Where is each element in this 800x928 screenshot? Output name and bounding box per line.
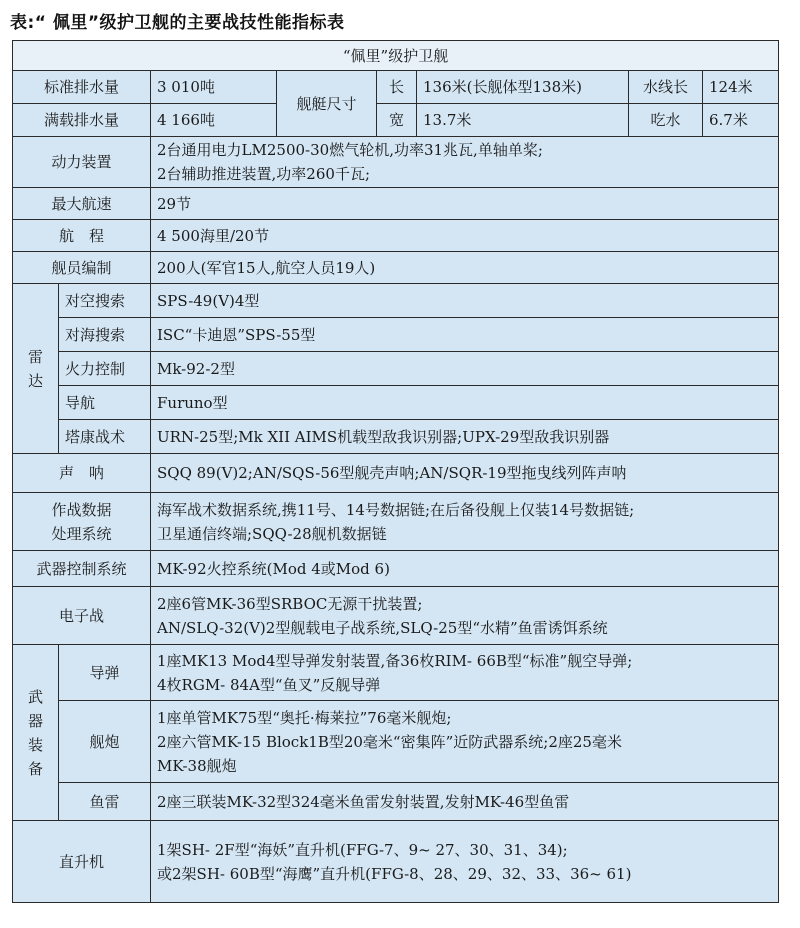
torpedo-label: 鱼雷 bbox=[59, 783, 151, 821]
gun-label: 舰炮 bbox=[59, 701, 151, 783]
propulsion-line: 2台通用电力LM2500-30燃气轮机,功率31兆瓦,单轴单桨; bbox=[157, 141, 543, 159]
radar-surface-search-value: ISC“卡迪恩”SPS-55型 bbox=[151, 318, 779, 352]
combat-data-label bbox=[13, 493, 151, 551]
table-row bbox=[13, 104, 779, 137]
table-row bbox=[13, 493, 779, 551]
radar-surface-search-label: 对海搜索 bbox=[59, 318, 151, 352]
table-row bbox=[13, 551, 779, 587]
length-value: 136米(长舰体型138米) bbox=[417, 71, 629, 104]
waterline-value: 124米 bbox=[703, 71, 779, 104]
torpedo-value: 2座三联装MK-32型324毫米鱼雷发射装置,发射MK-46型鱼雷 bbox=[151, 783, 779, 821]
combat-data-line: 海军战术数据系统,携11号、14号数据链;在后备役舰上仅装14号数据链; bbox=[157, 500, 635, 519]
table-row bbox=[13, 318, 779, 352]
propulsion-value bbox=[151, 137, 779, 188]
table-row bbox=[13, 420, 779, 454]
ew-line: AN/SLQ-32(V)2型舰载电子战系统,SLQ-25型“水精”鱼雷诱饵系统 bbox=[157, 618, 608, 637]
full-displacement-value: 4 166吨 bbox=[151, 104, 277, 137]
ew-label: 电子战 bbox=[13, 587, 151, 645]
table-row bbox=[13, 587, 779, 645]
gun-line: MK-38舰炮 bbox=[157, 756, 237, 775]
weapons-group-char: 装 bbox=[27, 735, 43, 754]
radar-navigation-value: Furuno型 bbox=[151, 386, 779, 420]
table-row bbox=[13, 454, 779, 493]
combat-data-label-line: 处理系统 bbox=[51, 524, 112, 543]
combat-data-line: 卫星通信终端;SQQ-28舰机数据链 bbox=[157, 524, 387, 543]
table-row bbox=[13, 252, 779, 284]
radar-tacan-value: URN-25型;Mk XII AIMS机载型敌我识别器;UPX-29型敌我识别器 bbox=[151, 420, 779, 454]
table-header: “佩里”级护卫舰 bbox=[13, 41, 779, 71]
beam-value: 13.7米 bbox=[417, 104, 629, 137]
helicopter-label: 直升机 bbox=[13, 821, 151, 903]
radar-group-char: 达 bbox=[27, 371, 43, 390]
table-caption: 表:“ 佩里”级护卫舰的主要战技性能指标表 bbox=[10, 13, 345, 33]
missile-value bbox=[151, 645, 779, 701]
table-row bbox=[13, 352, 779, 386]
max-speed-value: 29节 bbox=[151, 188, 779, 220]
missile-line: 1座MK13 Mod4型导弹发射装置,备36枚RIM- 66B型“标准”舰空导弹; bbox=[157, 651, 633, 670]
std-displacement-value: 3 010吨 bbox=[151, 71, 277, 104]
sonar-value: SQQ 89(V)2;AN/SQS-56型舰壳声呐;AN/SQR-19型拖曳线列阵声呐 bbox=[151, 454, 779, 493]
propulsion-label: 动力装置 bbox=[13, 137, 151, 188]
range-value: 4 500海里/20节 bbox=[151, 220, 779, 252]
table-row bbox=[13, 386, 779, 420]
radar-navigation-label: 导航 bbox=[59, 386, 151, 420]
table-row bbox=[13, 701, 779, 783]
radar-fire-control-value: Mk-92-2型 bbox=[151, 352, 779, 386]
missile-line: 4枚RGM- 84A型“鱼叉”反舰导弹 bbox=[157, 675, 381, 694]
radar-fire-control-label: 火力控制 bbox=[59, 352, 151, 386]
weapons-group-char: 武 bbox=[27, 687, 43, 706]
weapons-group-char: 器 bbox=[27, 711, 43, 730]
std-displacement-label: 标准排水量 bbox=[13, 71, 151, 104]
weapons-group-char: 备 bbox=[27, 759, 43, 778]
gun-value bbox=[151, 701, 779, 783]
gun-line: 2座六管MK-15 Block1B型20毫米“密集阵”近防武器系统;2座25毫米 bbox=[157, 732, 622, 751]
weapon-control-label: 武器控制系统 bbox=[13, 551, 151, 587]
sonar-label: 声 呐 bbox=[13, 454, 151, 493]
radar-group-label bbox=[13, 284, 59, 454]
combat-data-value bbox=[151, 493, 779, 551]
missile-label: 导弹 bbox=[59, 645, 151, 701]
radar-air-search-label: 对空搜索 bbox=[59, 284, 151, 318]
crew-value: 200人(军官15人,航空人员19人) bbox=[151, 252, 779, 284]
helicopter-value bbox=[151, 821, 779, 903]
table-row bbox=[13, 821, 779, 903]
ew-line: 2座6管MK-36型SRBOC无源干扰装置; bbox=[157, 594, 423, 613]
weapons-group-label bbox=[13, 645, 59, 821]
gun-line: 1座单管MK75型“奥托·梅莱拉”76毫米舰炮; bbox=[157, 708, 452, 727]
crew-label: 舰员编制 bbox=[13, 252, 151, 284]
helicopter-line: 或2架SH- 60B型“海鹰”直升机(FFG-8、28、29、32、33、36~ 61) bbox=[157, 864, 632, 883]
max-speed-label: 最大航速 bbox=[13, 188, 151, 220]
draft-value: 6.7米 bbox=[703, 104, 779, 137]
table-row bbox=[13, 284, 779, 318]
dimensions-label: 舰艇尺寸 bbox=[277, 71, 377, 137]
table-row bbox=[13, 645, 779, 701]
ew-value bbox=[151, 587, 779, 645]
range-label: 航 程 bbox=[13, 220, 151, 252]
full-displacement-label: 满载排水量 bbox=[13, 104, 151, 137]
table-row bbox=[13, 220, 779, 252]
helicopter-line: 1架SH- 2F型“海妖”直升机(FFG-7、9~ 27、30、31、34); bbox=[157, 840, 568, 859]
weapon-control-value: MK-92火控系统(Mod 4或Mod 6) bbox=[151, 551, 779, 587]
table-row bbox=[13, 783, 779, 821]
radar-tacan-label: 塔康战术 bbox=[59, 420, 151, 454]
table-row bbox=[13, 137, 779, 188]
propulsion-line: 2台辅助推进装置,功率260千瓦; bbox=[157, 165, 370, 183]
table-row bbox=[13, 71, 779, 104]
waterline-label: 水线长 bbox=[629, 71, 703, 104]
radar-group-char: 雷 bbox=[27, 347, 43, 366]
beam-label: 宽 bbox=[377, 104, 417, 137]
spec-table bbox=[12, 40, 779, 903]
draft-label: 吃水 bbox=[629, 104, 703, 137]
combat-data-label-line: 作战数据 bbox=[51, 500, 112, 519]
length-label: 长 bbox=[377, 71, 417, 104]
radar-air-search-value: SPS-49(V)4型 bbox=[151, 284, 779, 318]
table-row bbox=[13, 188, 779, 220]
